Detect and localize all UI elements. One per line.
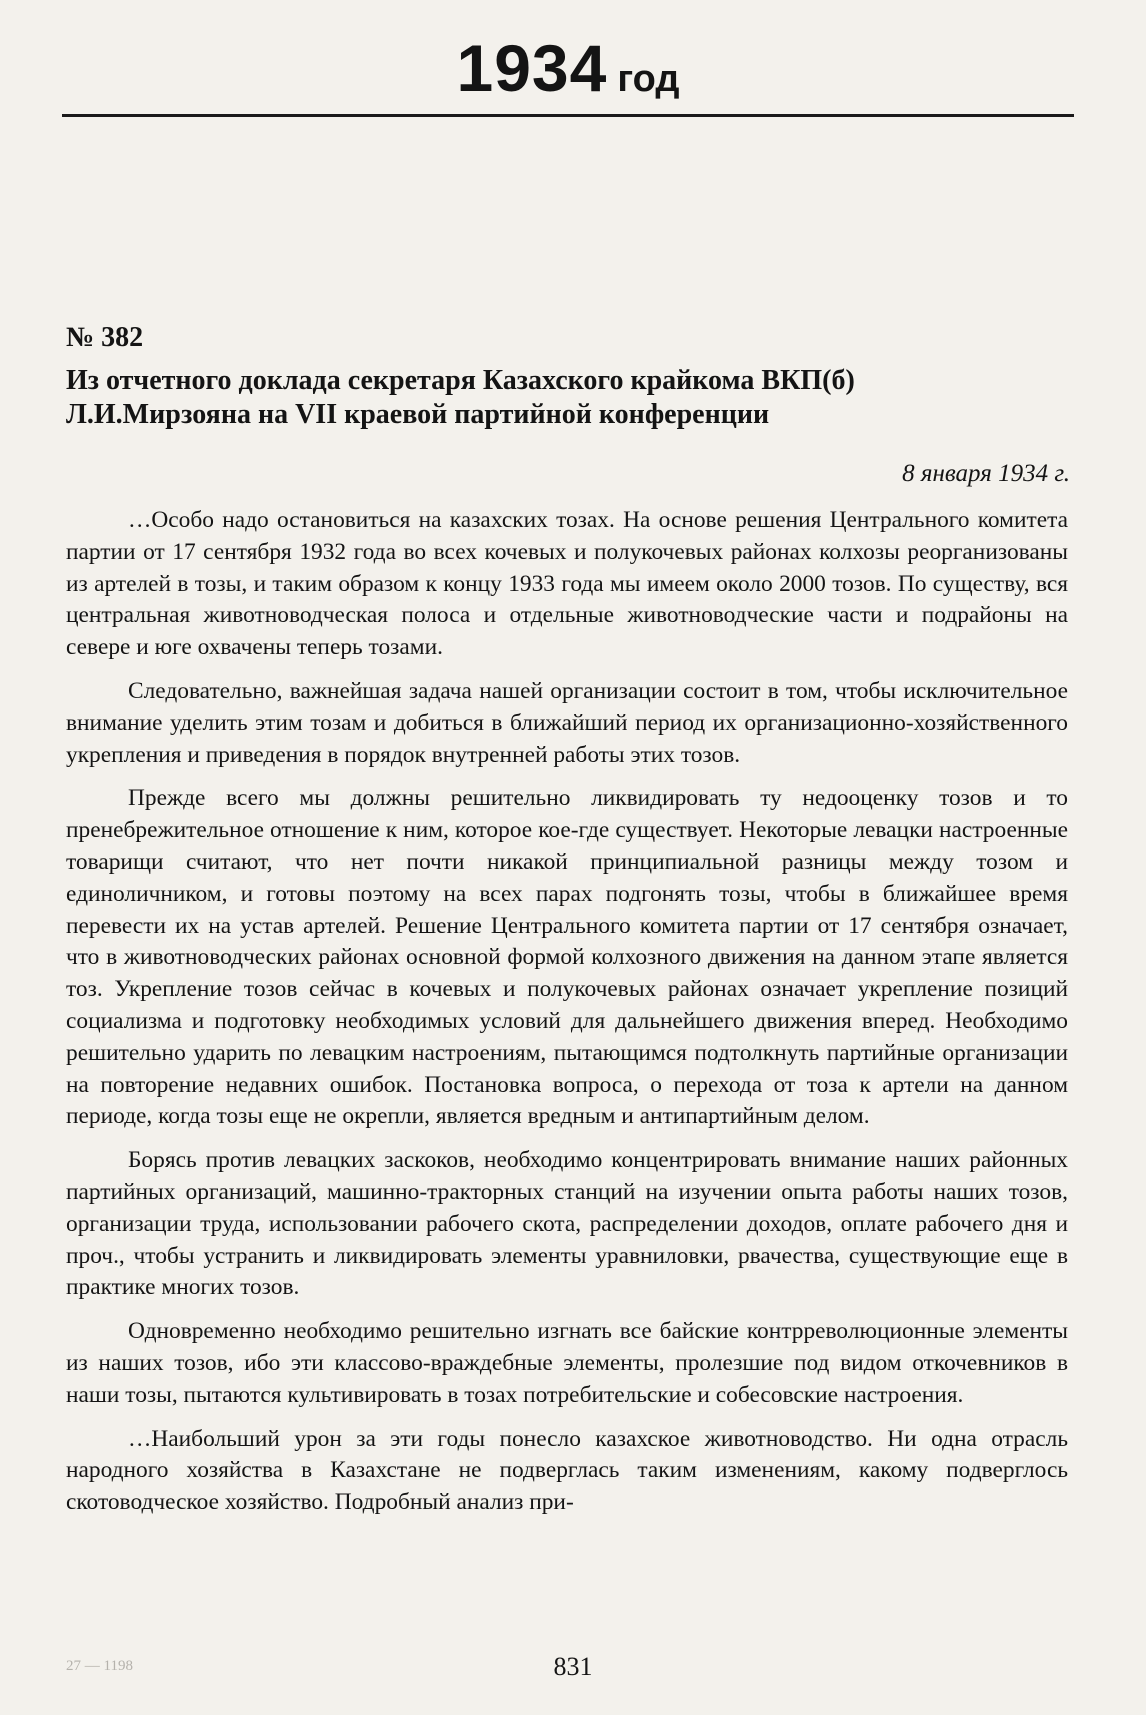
page-number: 831: [553, 1652, 593, 1681]
paragraph: …Наибольший урон за эти годы понесло казахское животноводство. Ни одна отрасль народного хозяйства в Казахстане не подверглась таким изменениям, какому подверглось скотоводческое хозяйство. Подробный анализ при-: [66, 1425, 1068, 1516]
year-suffix: год: [617, 58, 680, 100]
year-heading: [62, 30, 1074, 106]
document-number: № 382: [66, 322, 144, 353]
header-divider: [62, 114, 1074, 117]
paragraph: Борясь против левацких заскоков, необходимо концентрировать внимание наших районных партийных организаций, машинно-тракторных станций на изучении опыта работы наших тозов, организации труда, использовании рабочего скота, распределении доходов, оплате рабочего дня и проч., чтобы устранить и ликвидировать элементы уравниловки, рвачества, существующие еще в практике многих тозов.: [66, 1147, 1068, 1301]
document-date: 8 января 1934 г.: [902, 460, 1070, 487]
document-body: [66, 505, 1068, 1531]
page-header: [62, 20, 1074, 120]
paragraph: …Особо надо остановиться на казахских тозах. На основе решения Центрального комитета партии от 17 сентября 1932 года во всех кочевых и полукочевых районах колхозы реорганизованы из артелей в тозы, и таким образом к концу 1933 года мы имеем около 2000 тозов. По существу, вся центральная животноводческая полоса и отдельные животноводческие части и подрайоны на севере и юге охвачены теперь тозами.: [66, 507, 1068, 661]
document-title: [66, 364, 1076, 432]
paragraph: Прежде всего мы должны решительно ликвидировать ту недооценку тозов и то пренебрежительное отношение к ним, которое кое-где существует. Некоторые левацки настроенные товарищи считают, что нет почти никакой принципиальной разницы между тозом и единоличником, и готовы поэтому на всех парах подгонять тозы, чтобы в ближайшее время перевести их на устав артелей. Решение Центрального комитета партии от 17 сентября означает, что в животноводческих районах основной формой колхозного движения на данном этапе является тоз. Укрепление тозов сейчас в кочевых и полукочевых районах означает укрепление позиций социализма и подготовку необходимых условий для дальнейшего движения вперед. Необходимо решительно ударить по левацким настроениям, пытающимся подтолкнуть партийные организации на повторение недавних ошибок. Постановка вопроса, о перехода от тоза к артели на данном периоде, когда тозы еще не окрепли, является вредным и антипартийным делом.: [66, 785, 1068, 1130]
document-title-line-2: Л.И.Мирзояна на VII краевой партийной конференции: [66, 399, 770, 430]
paragraph: Следовательно, важнейшая задача нашей организации состоит в том, чтобы исключительное внимание уделить этим тозам и добиться в ближайший период их организационно-хозяйственного укрепления и приведения в порядок внутренней работы этих тозов.: [66, 677, 1068, 768]
paragraph: Одновременно необходимо решительно изгнать все байские контрреволюционные элементы из наших тозов, ибо эти классово-враждебные элементы, пролезшие под видом откочевников в наши тозы, пытаются культивировать в тозах потребительские и собесовские настроения.: [66, 1318, 1068, 1408]
document-title-line-1: Из отчетного доклада секретаря Казахского крайкома ВКП(б): [66, 365, 855, 396]
year-number: 1934: [456, 31, 608, 105]
printer-signature: 27 — 1198: [66, 1658, 133, 1674]
